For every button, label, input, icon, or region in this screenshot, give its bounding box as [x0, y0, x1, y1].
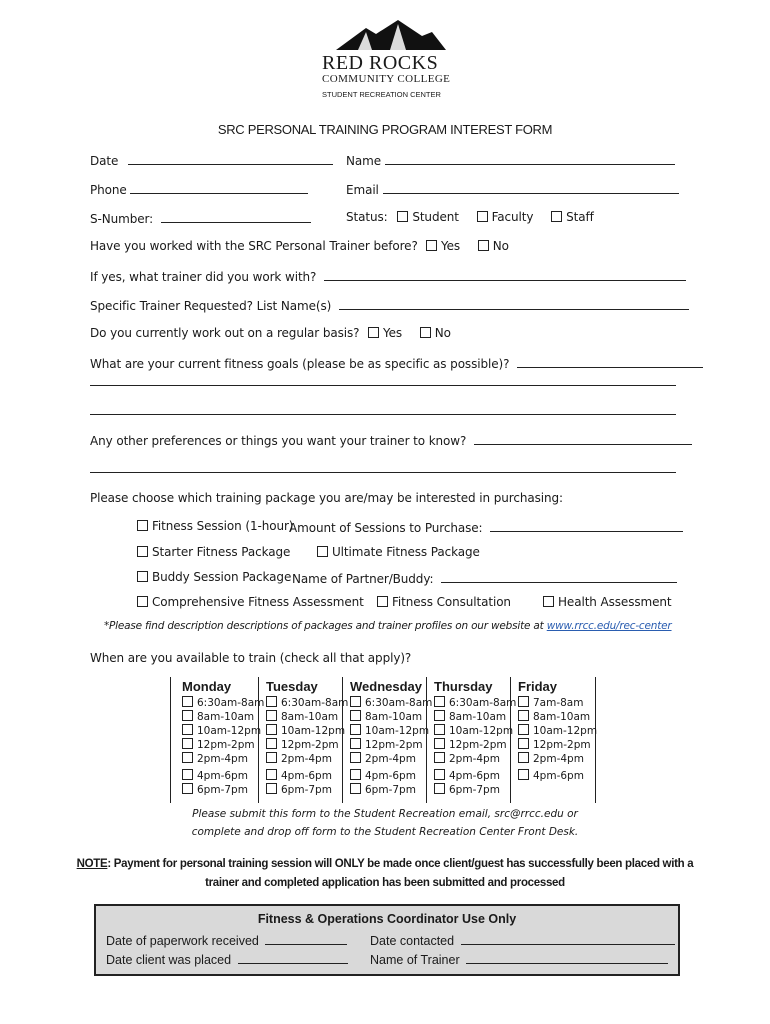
slot-checkbox[interactable]	[266, 769, 277, 780]
goals-field-1[interactable]	[517, 355, 703, 368]
logo-community-college: COMMUNITY COLLEGE	[322, 73, 451, 85]
amount-sessions-label: Amount of Sessions to Purchase:	[289, 521, 483, 535]
phone-field[interactable]	[130, 181, 308, 194]
slot-label: 12pm-2pm	[365, 739, 423, 751]
slot-label: 8am-10am	[281, 711, 339, 723]
day-header: Monday	[182, 679, 232, 694]
consultation-label: Fitness Consultation	[392, 595, 511, 609]
slot-label: 4pm-6pm	[365, 770, 416, 782]
slot-label: 4pm-6pm	[281, 770, 332, 782]
slot-label: 6pm-7pm	[281, 784, 332, 796]
partner-name-field[interactable]	[441, 570, 677, 583]
slot-checkbox[interactable]	[434, 738, 445, 749]
snumber-label: S-Number:	[90, 212, 154, 226]
work-out-yes-checkbox[interactable]	[368, 327, 379, 338]
slot-checkbox[interactable]	[350, 738, 361, 749]
which-trainer-field[interactable]	[324, 268, 686, 281]
slot-checkbox[interactable]	[518, 724, 529, 735]
name-field[interactable]	[385, 152, 675, 165]
placed-date-field[interactable]	[238, 951, 348, 964]
slot-label: 6:30am-8am	[365, 697, 433, 709]
status-label: Status:	[346, 210, 388, 224]
ultimate-package-label: Ultimate Fitness Package	[332, 545, 480, 559]
email-label: Email	[346, 183, 379, 197]
snumber-field[interactable]	[161, 210, 311, 223]
office-use-box	[94, 904, 680, 976]
availability-question: When are you available to train (check all that apply)?	[90, 651, 412, 665]
slot-label: 4pm-6pm	[449, 770, 500, 782]
placed-date-label: Date client was placed	[106, 953, 232, 967]
day-header: Tuesday	[266, 679, 318, 694]
office-use-title: Fitness & Operations Coordinator Use Only	[257, 912, 517, 926]
slot-label: 10am-12pm	[197, 725, 262, 737]
specific-trainer-question: Specific Trainer Requested? List Name(s)	[90, 299, 332, 313]
slot-label: 2pm-4pm	[449, 753, 500, 765]
slot-checkbox[interactable]	[182, 769, 193, 780]
slot-label: 6pm-7pm	[449, 784, 500, 796]
worked-before-yes-label: Yes	[441, 239, 461, 253]
slot-checkbox[interactable]	[518, 738, 529, 749]
submit-instructions-2: complete and drop off form to the Student Recreation Center Front Desk.	[191, 826, 579, 838]
slot-checkbox[interactable]	[266, 710, 277, 721]
slot-label: 10am-12pm	[365, 725, 430, 737]
work-out-yes-label: Yes	[383, 326, 403, 340]
schedule-table	[170, 677, 600, 803]
worked-before-no-label: No	[492, 239, 509, 253]
slot-label: 6:30am-8am	[449, 697, 517, 709]
slot-label: 8am-10am	[365, 711, 423, 723]
slot-checkbox[interactable]	[434, 752, 445, 763]
slot-checkbox[interactable]	[266, 738, 277, 749]
slot-checkbox[interactable]	[434, 710, 445, 721]
slot-label: 10am-12pm	[449, 725, 514, 737]
partner-name-label: Name of Partner/Buddy:	[292, 572, 434, 586]
slot-label: 12pm-2pm	[533, 739, 591, 751]
slot-checkbox[interactable]	[182, 738, 193, 749]
phone-label: Phone	[90, 183, 127, 197]
slot-checkbox[interactable]	[266, 696, 277, 707]
note-label: NOTE	[76, 858, 108, 870]
slot-label: 12pm-2pm	[281, 739, 339, 751]
trainer-name-label: Name of Trainer	[370, 953, 460, 967]
slot-label: 6pm-7pm	[365, 784, 416, 796]
contacted-date-field[interactable]	[461, 932, 675, 945]
buddy-package-checkbox[interactable]	[137, 571, 148, 582]
note-text-2: trainer and completed application has been submitted and processed	[205, 877, 565, 889]
starter-package-label: Starter Fitness Package	[152, 545, 291, 559]
submit-instructions-1: Please submit this form to the Student Recreation email, src@rrcc.edu or	[192, 808, 578, 820]
slot-label: 6:30am-8am	[197, 697, 265, 709]
worked-before-yes-checkbox[interactable]	[426, 240, 437, 251]
status-staff-label: Staff	[566, 210, 594, 224]
schedule-column-tuesday	[266, 679, 348, 797]
slot-checkbox[interactable]	[350, 752, 361, 763]
slot-checkbox[interactable]	[518, 769, 529, 780]
form-title: SRC PERSONAL TRAINING PROGRAM INTEREST FORM	[217, 122, 553, 137]
slot-checkbox[interactable]	[434, 783, 445, 794]
status-student-label: Student	[412, 210, 459, 224]
buddy-package-label: Buddy Session Package	[152, 570, 292, 584]
day-header: Friday	[518, 679, 558, 694]
schedule-column-thursday	[434, 679, 516, 797]
goals-field-3[interactable]	[90, 414, 676, 415]
slot-label: 7am-8am	[533, 697, 584, 709]
work-out-question: Do you currently work out on a regular basis?	[90, 326, 360, 340]
slot-label: 8am-10am	[197, 711, 255, 723]
health-checkbox[interactable]	[543, 596, 554, 607]
slot-label: 2pm-4pm	[365, 753, 416, 765]
preferences-field-2[interactable]	[90, 472, 676, 473]
website-link[interactable]: www.rrcc.edu/rec-center	[546, 620, 672, 632]
goals-question: What are your current fitness goals (please be as specific as possible)?	[90, 357, 510, 371]
which-trainer-question: If yes, what trainer did you work with?	[90, 270, 317, 284]
package-description-note: *Please find description descriptions of packages and trainer profiles on our website at	[104, 620, 544, 632]
trainer-name-field[interactable]	[466, 951, 668, 964]
slot-checkbox[interactable]	[434, 724, 445, 735]
paperwork-date-field[interactable]	[265, 932, 347, 945]
slot-checkbox[interactable]	[518, 710, 529, 721]
slot-checkbox[interactable]	[182, 724, 193, 735]
amount-sessions-field[interactable]	[490, 519, 683, 532]
slot-label: 6:30am-8am	[281, 697, 349, 709]
column-separator	[170, 677, 171, 803]
slot-label: 8am-10am	[533, 711, 591, 723]
status-faculty-label: Faculty	[491, 210, 534, 224]
slot-checkbox[interactable]	[434, 769, 445, 780]
slot-label: 12pm-2pm	[197, 739, 255, 751]
paperwork-date-label: Date of paperwork received	[106, 934, 259, 948]
day-header: Thursday	[434, 679, 493, 694]
work-out-no-checkbox[interactable]	[420, 327, 431, 338]
goals-field-2[interactable]	[90, 385, 676, 386]
slot-checkbox[interactable]	[182, 783, 193, 794]
schedule-column-friday	[518, 679, 597, 783]
email-field[interactable]	[383, 181, 679, 194]
slot-checkbox[interactable]	[182, 752, 193, 763]
preferences-question: Any other preferences or things you want your trainer to know?	[90, 434, 467, 448]
slot-checkbox[interactable]	[266, 783, 277, 794]
work-out-no-label: No	[434, 326, 451, 340]
slot-label: 2pm-4pm	[533, 753, 584, 765]
logo	[318, 18, 453, 102]
slot-label: 10am-12pm	[533, 725, 598, 737]
status-faculty-checkbox[interactable]	[477, 211, 488, 222]
slot-checkbox[interactable]	[350, 710, 361, 721]
status-student-checkbox[interactable]	[397, 211, 408, 222]
slot-label: 4pm-6pm	[533, 770, 584, 782]
slot-checkbox[interactable]	[350, 783, 361, 794]
slot-checkbox[interactable]	[518, 752, 529, 763]
specific-trainer-field[interactable]	[339, 297, 689, 310]
slot-checkbox[interactable]	[350, 696, 361, 707]
logo-red-rocks: RED ROCKS	[322, 52, 439, 74]
slot-checkbox[interactable]	[182, 710, 193, 721]
slot-label: 10am-12pm	[281, 725, 346, 737]
slot-label: 4pm-6pm	[197, 770, 248, 782]
comprehensive-label: Comprehensive Fitness Assessment	[152, 595, 364, 609]
schedule-column-monday	[182, 679, 264, 797]
slot-checkbox[interactable]	[266, 724, 277, 735]
comprehensive-checkbox[interactable]	[137, 596, 148, 607]
name-label: Name	[346, 154, 382, 168]
slot-checkbox[interactable]	[182, 696, 193, 707]
date-label: Date	[90, 154, 119, 168]
consultation-checkbox[interactable]	[377, 596, 388, 607]
package-question: Please choose which training package you are/may be interested in purchasing:	[90, 491, 563, 505]
slot-checkbox[interactable]	[434, 696, 445, 707]
contacted-date-label: Date contacted	[370, 934, 455, 948]
slot-label: 6pm-7pm	[197, 784, 248, 796]
mountain-logo-icon	[336, 18, 446, 52]
slot-checkbox[interactable]	[350, 769, 361, 780]
health-label: Health Assessment	[558, 595, 672, 609]
fitness-session-checkbox[interactable]	[137, 520, 148, 531]
preferences-field-1[interactable]	[474, 432, 692, 445]
slot-checkbox[interactable]	[266, 752, 277, 763]
day-header: Wednesday	[350, 679, 423, 694]
slot-checkbox[interactable]	[350, 724, 361, 735]
note-text-1: : Payment for personal training session will ONLY be made once client/guest has successfully been placed with a	[107, 858, 694, 870]
worked-before-question: Have you worked with the SRC Personal Trainer before?	[90, 239, 418, 253]
slot-label: 2pm-4pm	[197, 753, 248, 765]
fitness-session-label: Fitness Session (1-hour)	[152, 519, 294, 533]
slot-checkbox[interactable]	[518, 696, 529, 707]
date-field[interactable]	[128, 152, 333, 165]
slot-label: 8am-10am	[449, 711, 507, 723]
slot-label: 12pm-2pm	[449, 739, 507, 751]
status-staff-checkbox[interactable]	[551, 211, 562, 222]
logo-student-rec: STUDENT RECREATION CENTER	[322, 90, 441, 99]
slot-label: 2pm-4pm	[281, 753, 332, 765]
schedule-column-wednesday	[350, 679, 432, 797]
worked-before-no-checkbox[interactable]	[478, 240, 489, 251]
starter-package-checkbox[interactable]	[137, 546, 148, 557]
ultimate-package-checkbox[interactable]	[317, 546, 328, 557]
